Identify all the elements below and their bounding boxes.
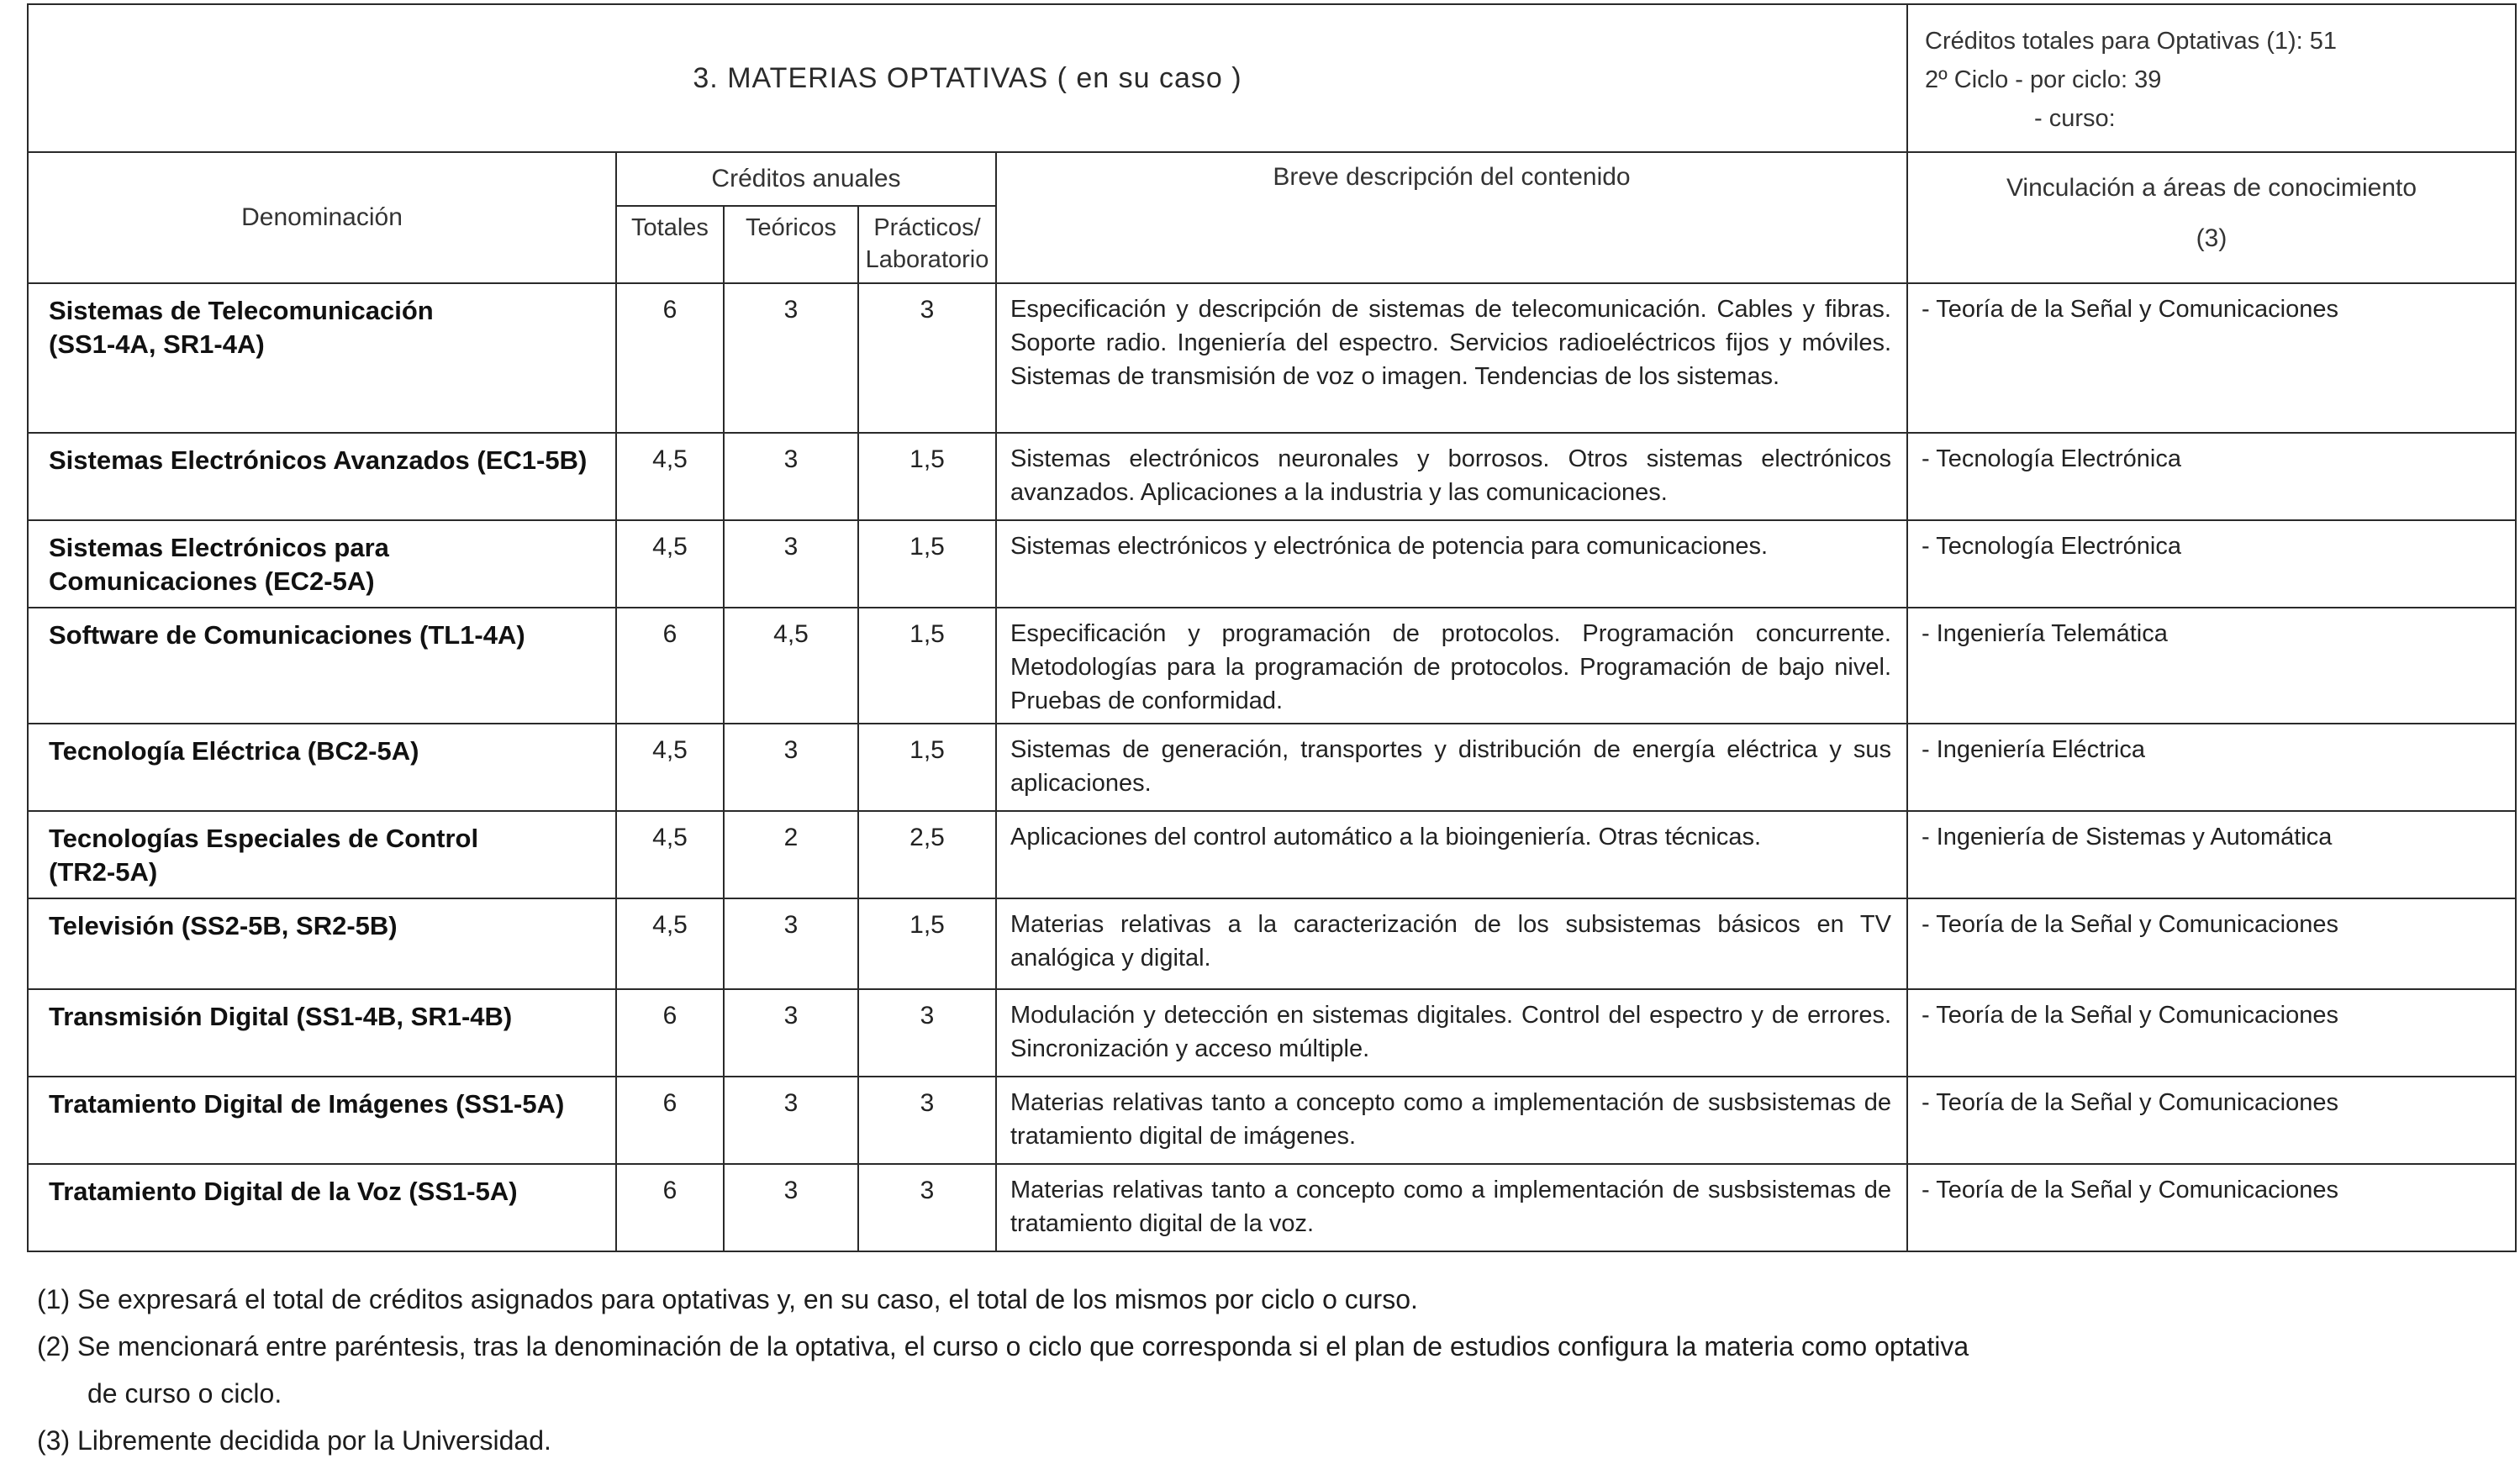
col-practicos-line2: Laboratorio	[865, 246, 989, 273]
creditos-practicos: 3	[858, 989, 996, 1077]
descripcion: Especificación y programación de protocolos. Programación concurrente. Metodologías para la programación de protocolos. Programación de bajo nivel. Pruebas de conformidad.	[996, 608, 1907, 724]
creditos-teoricos: 4,5	[724, 608, 858, 724]
footnote-2: (2) Se mencionará entre paréntesis, tras la denominación de la optativa, el curso o ciclo que corresponda si el plan de estudios configura la materia como optativa	[37, 1331, 1969, 1361]
descripcion: Materias relativas a la caracterización de los subsistemas básicos en TV analógica y digital.	[996, 898, 1907, 989]
materia-name: Sistemas Electrónicos para Comunicaciones (EC2-5A)	[28, 520, 616, 608]
credits-cycle: 2º Ciclo - por ciclo: 39	[1925, 66, 2162, 93]
creditos-totales: 6	[616, 608, 724, 724]
materia-name: Transmisión Digital (SS1-4B, SR1-4B)	[28, 989, 616, 1077]
table-row	[28, 433, 2516, 520]
table-row	[28, 283, 2516, 433]
table-row	[28, 608, 2516, 724]
col-teoricos: Teóricos	[724, 206, 858, 283]
col-descripcion: Breve descripción del contenido	[996, 152, 1907, 283]
creditos-teoricos: 3	[724, 1164, 858, 1251]
creditos-teoricos: 3	[724, 283, 858, 433]
area-conocimiento: - Teoría de la Señal y Comunicaciones	[1907, 989, 2516, 1077]
area-conocimiento: - Ingeniería Telemática	[1907, 608, 2516, 724]
creditos-totales: 6	[616, 1164, 724, 1251]
creditos-practicos: 2,5	[858, 811, 996, 898]
materia-name: Software de Comunicaciones (TL1-4A)	[28, 608, 616, 724]
col-practicos-line1: Prácticos/	[873, 214, 981, 241]
creditos-practicos: 1,5	[858, 520, 996, 608]
table-row	[28, 1077, 2516, 1164]
descripcion: Materias relativas tanto a concepto como a implementación de susbsistemas de tratamiento digital de la voz.	[996, 1164, 1907, 1251]
creditos-practicos: 3	[858, 1077, 996, 1164]
creditos-totales: 4,5	[616, 520, 724, 608]
creditos-teoricos: 3	[724, 724, 858, 811]
area-conocimiento: - Ingeniería Eléctrica	[1907, 724, 2516, 811]
creditos-practicos: 1,5	[858, 433, 996, 520]
col-practicos	[858, 206, 996, 283]
materia-name: Sistemas Electrónicos Avanzados (EC1-5B)	[28, 433, 616, 520]
materia-name: Tratamiento Digital de Imágenes (SS1-5A)	[28, 1077, 616, 1164]
creditos-totales: 4,5	[616, 433, 724, 520]
creditos-teoricos: 3	[724, 989, 858, 1077]
table-row	[28, 811, 2516, 898]
descripcion: Sistemas electrónicos y electrónica de potencia para comunicaciones.	[996, 520, 1907, 608]
area-conocimiento: - Teoría de la Señal y Comunicaciones	[1907, 1077, 2516, 1164]
header-row	[28, 4, 2516, 152]
creditos-practicos: 3	[858, 1164, 996, 1251]
creditos-teoricos: 3	[724, 433, 858, 520]
creditos-totales: 6	[616, 283, 724, 433]
column-header-row	[28, 152, 2516, 206]
descripcion: Modulación y detección en sistemas digitales. Control del espectro y de errores. Sincronización y acceso múltiple.	[996, 989, 1907, 1077]
materia-name: Tecnología Eléctrica (BC2-5A)	[28, 724, 616, 811]
credits-summary	[1907, 4, 2516, 152]
col-denominacion: Denominación	[28, 152, 616, 283]
col-vinculacion-label: Vinculación a áreas de conocimiento	[2006, 174, 2417, 202]
table-row	[28, 989, 2516, 1077]
credits-course: - curso:	[2034, 105, 2116, 132]
creditos-totales: 4,5	[616, 724, 724, 811]
descripcion: Sistemas de generación, transportes y distribución de energía eléctrica y sus aplicaciones.	[996, 724, 1907, 811]
area-conocimiento: - Teoría de la Señal y Comunicaciones	[1907, 898, 2516, 989]
creditos-totales: 6	[616, 1077, 724, 1164]
creditos-practicos: 1,5	[858, 724, 996, 811]
creditos-teoricos: 3	[724, 1077, 858, 1164]
table-row	[28, 520, 2516, 608]
area-conocimiento: - Tecnología Electrónica	[1907, 520, 2516, 608]
creditos-totales: 4,5	[616, 898, 724, 989]
materia-name: Sistemas de Telecomunicación (SS1-4A, SR1-4A)	[28, 283, 616, 433]
area-conocimiento: - Ingeniería de Sistemas y Automática	[1907, 811, 2516, 898]
creditos-teoricos: 3	[724, 898, 858, 989]
creditos-practicos: 3	[858, 283, 996, 433]
col-vinculacion-ref: (3)	[2196, 224, 2227, 252]
creditos-totales: 4,5	[616, 811, 724, 898]
col-vinculacion	[1907, 152, 2516, 283]
creditos-practicos: 1,5	[858, 898, 996, 989]
materia-name: Tecnologías Especiales de Control (TR2-5A)	[28, 811, 616, 898]
table-row	[28, 1164, 2516, 1251]
footnote-1: (1) Se expresará el total de créditos asignados para optativas y, en su caso, el total de los mismos por ciclo o curso.	[37, 1284, 1418, 1314]
descripcion: Especificación y descripción de sistemas de telecomunicación. Cables y fibras. Soporte radio. Ingeniería del espectro. Servicios radioeléctricos fijos y móviles. Sistemas de transmisión de voz o imagen. Tendencias de los sistemas.	[996, 283, 1907, 433]
col-totales: Totales	[616, 206, 724, 283]
creditos-teoricos: 2	[724, 811, 858, 898]
table-row	[28, 898, 2516, 989]
area-conocimiento: - Teoría de la Señal y Comunicaciones	[1907, 283, 2516, 433]
materia-name: Televisión (SS2-5B, SR2-5B)	[28, 898, 616, 989]
descripcion: Sistemas electrónicos neuronales y borrosos. Otros sistemas electrónicos avanzados. Aplicaciones a la industria y las comunicaciones.	[996, 433, 1907, 520]
table-row	[28, 724, 2516, 811]
area-conocimiento: - Teoría de la Señal y Comunicaciones	[1907, 1164, 2516, 1251]
footnote-3: (3) Libremente decidida por la Universidad.	[37, 1425, 551, 1456]
creditos-teoricos: 3	[724, 520, 858, 608]
creditos-practicos: 1,5	[858, 608, 996, 724]
descripcion: Materias relativas tanto a concepto como a implementación de susbsistemas de tratamiento digital de imágenes.	[996, 1077, 1907, 1164]
footnote-2-continuation: de curso o ciclo.	[87, 1378, 282, 1409]
col-creditos-anuales: Créditos anuales	[616, 152, 996, 206]
credits-total: Créditos totales para Optativas (1): 51	[1925, 28, 2338, 55]
footnotes	[37, 1276, 1969, 1464]
descripcion: Aplicaciones del control automático a la bioingeniería. Otras técnicas.	[996, 811, 1907, 898]
creditos-totales: 6	[616, 989, 724, 1077]
optativas-table	[27, 3, 2517, 1252]
materia-name: Tratamiento Digital de la Voz (SS1-5A)	[28, 1164, 616, 1251]
section-title: 3. MATERIAS OPTATIVAS ( en su caso )	[28, 4, 1907, 152]
area-conocimiento: - Tecnología Electrónica	[1907, 433, 2516, 520]
